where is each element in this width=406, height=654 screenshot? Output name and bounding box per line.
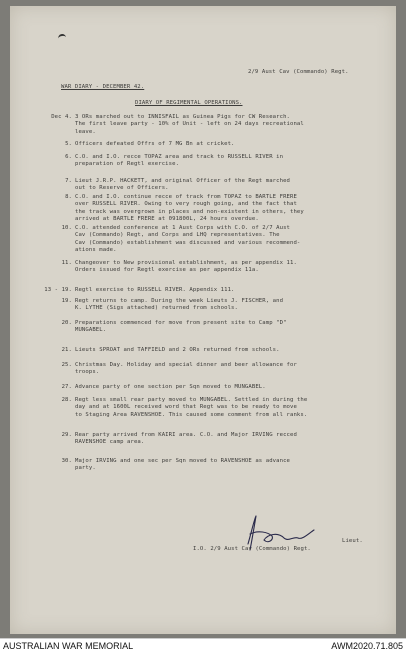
entry-date: 10.	[61, 225, 72, 231]
entry-text	[75, 178, 290, 193]
entry-text	[75, 260, 297, 275]
entry-line: over RUSSELL RIVER. Owing to very rough going, and the fact that	[75, 201, 297, 208]
entry-text	[75, 287, 235, 294]
entry-date: 28.	[61, 397, 72, 403]
footer-institution: AUSTRALIAN WAR MEMORIAL	[3, 641, 134, 651]
entry-line: C.O. attended conference at 1 Aust Corps with C.O. of 2/7 Aust	[75, 225, 290, 231]
entry-text	[75, 362, 297, 377]
entry-text	[75, 458, 290, 473]
entry-line: to Staging Area RAVENSHOE. This caused some comment from all ranks.	[75, 411, 308, 418]
entry-line: day and at 1600L received word that Regt was to be ready to move	[75, 404, 297, 411]
diary-title: DIARY OF REGIMENTAL OPERATIONS.	[135, 100, 243, 106]
entry-line: Officers defeated Offrs of 7 MG Bn at cricket.	[75, 141, 235, 147]
entry-text	[75, 347, 280, 354]
entry-text	[75, 194, 304, 224]
entry-line: ations made.	[75, 247, 117, 254]
entry-text	[75, 320, 287, 335]
entry-date: 8.	[65, 194, 72, 200]
entry-line: Major IRVING and one sec per Sqn moved to RAVENSHOE as advance	[75, 458, 290, 464]
entry-line: Preparations commenced for move from present site to Camp "D"	[75, 320, 287, 326]
entry-date: 5.	[65, 141, 72, 147]
entry-text	[75, 141, 235, 148]
entry-line: out to Reserve of Officers.	[75, 185, 169, 192]
entry-line: Cav (Commando) establishment was discussed and various recommend-	[75, 239, 301, 246]
entry-date: Dec 4.	[51, 114, 72, 120]
entry-line: RAVENSHOE camp area.	[75, 439, 145, 446]
signature-title: I.O. 2/9 Aust Cav (Commando) Regt.	[193, 546, 311, 552]
entry-date: 13 - 19.	[44, 287, 72, 293]
entry-date: 30.	[61, 458, 72, 464]
entry-line: MUNGABEL.	[75, 327, 107, 334]
entry-line: Rear party arrived from KAIRI area. C.O. and Major IRVING recced	[75, 432, 297, 438]
entry-line: Regtl exercise to RUSSELL RIVER. Appendix 111.	[75, 287, 235, 293]
entry-line: Orders issued for Regtl exercise as per appendix 11a.	[75, 267, 259, 274]
entry-date: 25.	[61, 362, 72, 368]
war-diary-title: WAR DIARY - DECEMBER 42.	[61, 84, 145, 90]
entry-line: the track was overgrown in places and non-existent in others, they	[75, 208, 304, 215]
entry-line: Lieuts SPROAT and TAFFIELD and 2 ORs returned from schools.	[75, 347, 280, 353]
entry-date: 7.	[65, 178, 72, 184]
entry-line: 3 ORs marched out to INNISFAIL as Guinea Pigs for CW Research.	[75, 114, 290, 120]
unit-header: 2/9 Aust Cav (Commando) Regt.	[248, 69, 349, 75]
entry-date: 27.	[61, 384, 72, 390]
entry-text	[75, 298, 283, 313]
footer-bar	[0, 638, 406, 654]
entry-line: troops.	[75, 369, 100, 376]
footer-accession-number: AWM2020.71.805	[331, 641, 403, 651]
signature-rank: Lieut.	[342, 538, 363, 544]
entry-date: 29.	[61, 432, 72, 438]
entry-text	[75, 432, 297, 447]
entry-line: Changeover to New provisional establishment, as per appendix 11.	[75, 260, 297, 266]
entry-line: The first leave party - 10% of Unit - left on 24 days recreational	[75, 121, 304, 128]
entry-line: Regt less small rear party moved to MUNGABEL. Settled in during the	[75, 397, 308, 403]
entry-line: Advance party of one section per Sqn moved to MUNGABEL.	[75, 384, 266, 390]
entry-text	[75, 114, 304, 136]
entry-date: 20.	[61, 320, 72, 326]
entry-line: Cav (Commando) Regt, and Corps and LHQ representatives. The	[75, 232, 280, 239]
pencil-mark	[58, 33, 67, 40]
entry-line: K. LYTHE (Sigs attached) returned from schools.	[75, 305, 238, 312]
entry-text	[75, 154, 283, 169]
entry-line: Regt returns to camp. During the week Lieuts J. FISCHER, and	[75, 298, 284, 304]
entry-date: 11.	[61, 260, 72, 266]
entry-line: Lieut J.R.P. HACKETT, and original Officer of the Regt marched	[75, 178, 290, 184]
entry-line: leave.	[75, 128, 96, 135]
entry-line: C.O. and I.O. continue recce of track from TOPAZ to BARTLE FRERE	[75, 194, 297, 200]
entry-date: 19.	[61, 298, 72, 304]
entry-date: 21.	[61, 347, 72, 353]
entry-line: Christmas Day. Holiday and special dinner and beer allowance for	[75, 362, 297, 368]
entry-line: arrived at BARTLE FRERE at 091800L, 24 hours overdue.	[75, 216, 259, 223]
entry-line: preparation of Regtl exercise.	[75, 161, 180, 168]
entry-line: party.	[75, 465, 96, 472]
entry-line: C.O. and I.O. recce TOPAZ area and track to RUSSELL RIVER in	[75, 154, 284, 160]
entry-text	[75, 225, 300, 255]
entry-date: 6.	[65, 154, 72, 160]
entry-text	[75, 397, 307, 419]
entry-text	[75, 384, 266, 391]
